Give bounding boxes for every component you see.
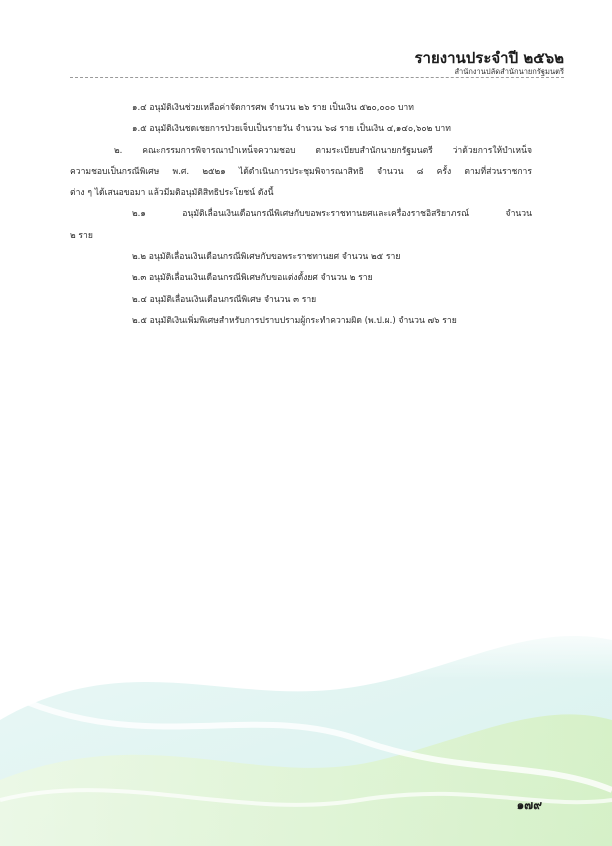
paragraph-2-line-2: ความชอบเป็นกรณีพิเศษ พ.ศ. ๒๕๒๑ ได้ดำเนินการประชุมพิจารณาสิทธิ จำนวน ๘ ครั้ง ตามที่ส่วนราชการ <box>70 166 532 177</box>
list-item-2-4: ๒.๔ อนุมัติเลื่อนเงินเดือนกรณีพิเศษ จำนวน ๓ ราย <box>132 294 317 305</box>
report-title: รายงานประจำปี ๒๕๖๒ <box>414 49 564 67</box>
list-item-1-4: ๑.๔ อนุมัติเงินช่วยเหลือค่าจัดการศพ จำนวน ๒๖ ราย เป็นเงิน ๕๒๐,๐๐๐ บาท <box>132 103 414 113</box>
list-item-2-3: ๒.๓ อนุมัติเลื่อนเงินเดือนกรณีพิเศษกับขอแต่งตั้งยศ จำนวน ๒ ราย <box>132 273 373 284</box>
list-item-2-2: ๒.๒ อนุมัติเลื่อนเงินเดือนกรณีพิเศษกับขอพระราชทานยศ จำนวน ๒๕ ราย <box>132 252 401 263</box>
header-divider <box>70 77 564 78</box>
document-body <box>70 98 532 332</box>
report-subtitle: สำนักงานปลัดสำนักนายกรัฐมนตรี <box>454 67 564 76</box>
list-item-2-5: ๒.๕ อนุมัติเงินเพิ่มพิเศษสำหรับการปราบปรามผู้กระทำความผิด (พ.ป.ผ.) จำนวน ๗๖ ราย <box>132 315 457 326</box>
list-item-1-5: ๑.๕ อนุมัติเงินชดเชยการป่วยเจ็บเป็นรายวัน จำนวน ๖๘ ราย เป็นเงิน ๔,๑๔๐,๖๐๒ บาท <box>132 124 451 135</box>
list-item-2-1-line-2: ๒ ราย <box>70 230 93 241</box>
paragraph-2-line-1: ๒. คณะกรรมการพิจารณาบำเหน็จความชอบ ตามระเบียบสำนักนายกรัฐมนตรี ว่าด้วยการให้บำเหน็จ <box>114 145 532 156</box>
list-item-2-1-line-1: ๒.๑ อนุมัติเลื่อนเงินเดือนกรณีพิเศษกับขอพระราชทานยศและเครื่องราชอิสริยาภรณ์ จำนวน <box>132 209 532 220</box>
paragraph-2-line-3: ต่าง ๆ ได้เสนอขอมา แล้วมีมติอนุมัติสิทธิประโยชน์ ดังนี้ <box>70 188 274 199</box>
page-number: ๑๗๙ <box>516 798 542 812</box>
